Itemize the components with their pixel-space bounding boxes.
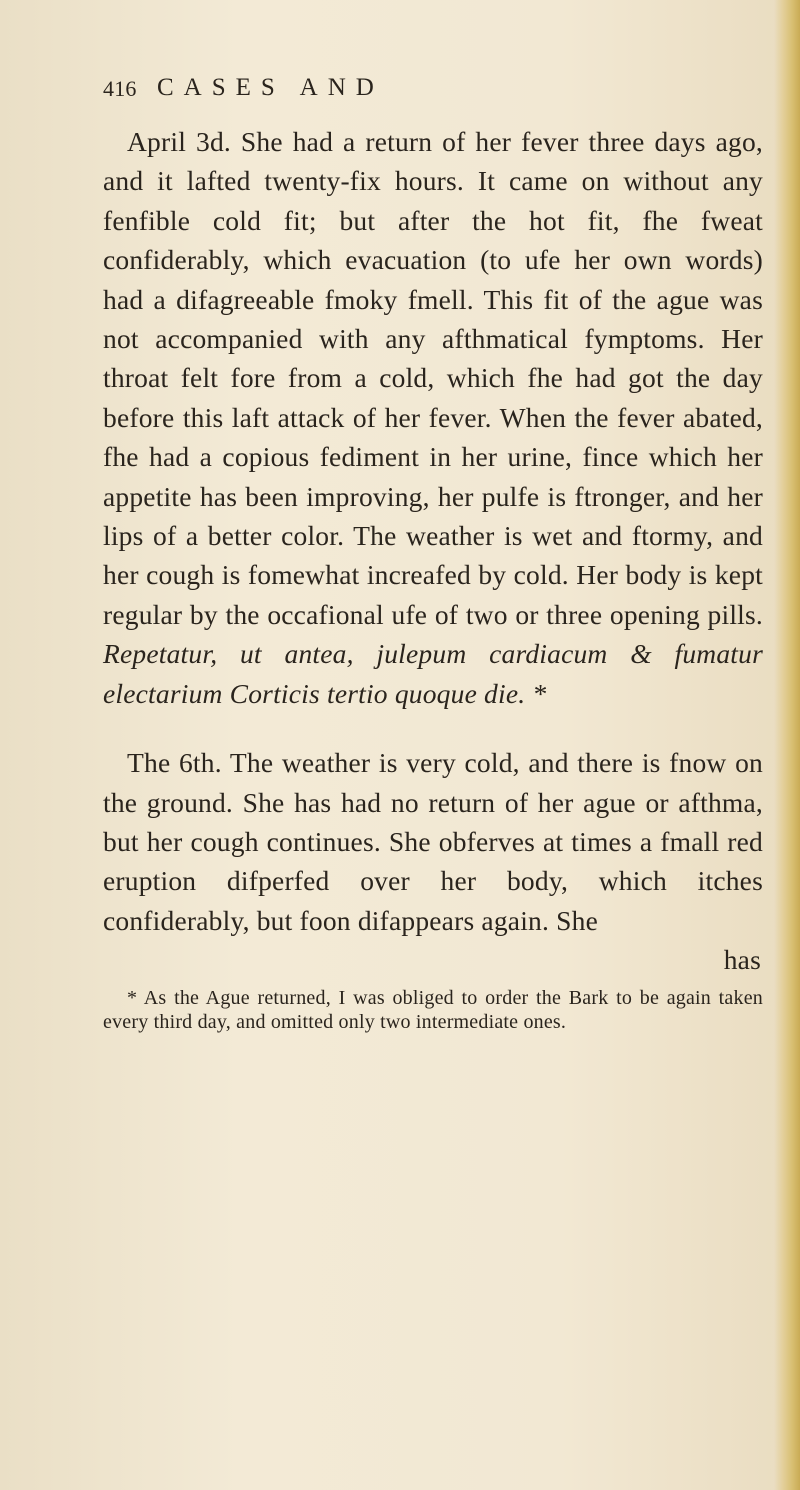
paragraph-sixth: The 6th. The weather is very cold, and there is fnow on the ground. She has had no return of her ague or afthma, but her cough continues. She obferves at times a fmall red eruption difperfed over her body, which itches confiderably, but foon difappears again. She [103,747,763,936]
running-title: CASES AND [157,74,384,101]
page-edge [774,0,800,1490]
april-entry-text: April 3d. She had a return of her fever three days ago, and it lafted twenty-fix hours. It came on without any fenfible cold fit; but after the hot fit, fhe fweat confiderably, which evacuation (to ufe her own words) had a difagreeable fmoky fmell. This fit of the ague was not accompanied with any afthmatical fymptoms. Her throat felt fore from a cold, which fhe had got the day before this laft attack of her fever. When the fever abated, fhe had a copious fediment in her urine, fince which her appetite has been improving, her pulfe is ftronger, and her lips of a better color. The weather is wet and ftormy, and her cough is fomewhat increafed by cold. Her body is kept regular by the occafional ufe of two or three opening pills. [103,126,763,630]
text-block [103,70,763,1034]
footnote: * As the Ague returned, I was obliged to order the Bark to be again taken every third day, and omitted only two intermediate ones. [103,987,763,1034]
prescription: Repetatur, ut antea, julepum cardiacum & fumatur electarium Corticis tertio quoque die. * [103,638,763,709]
page-number: 416 [103,76,137,101]
running-head [103,70,763,122]
catchword: has [723,944,761,976]
paragraph-april [103,122,763,713]
